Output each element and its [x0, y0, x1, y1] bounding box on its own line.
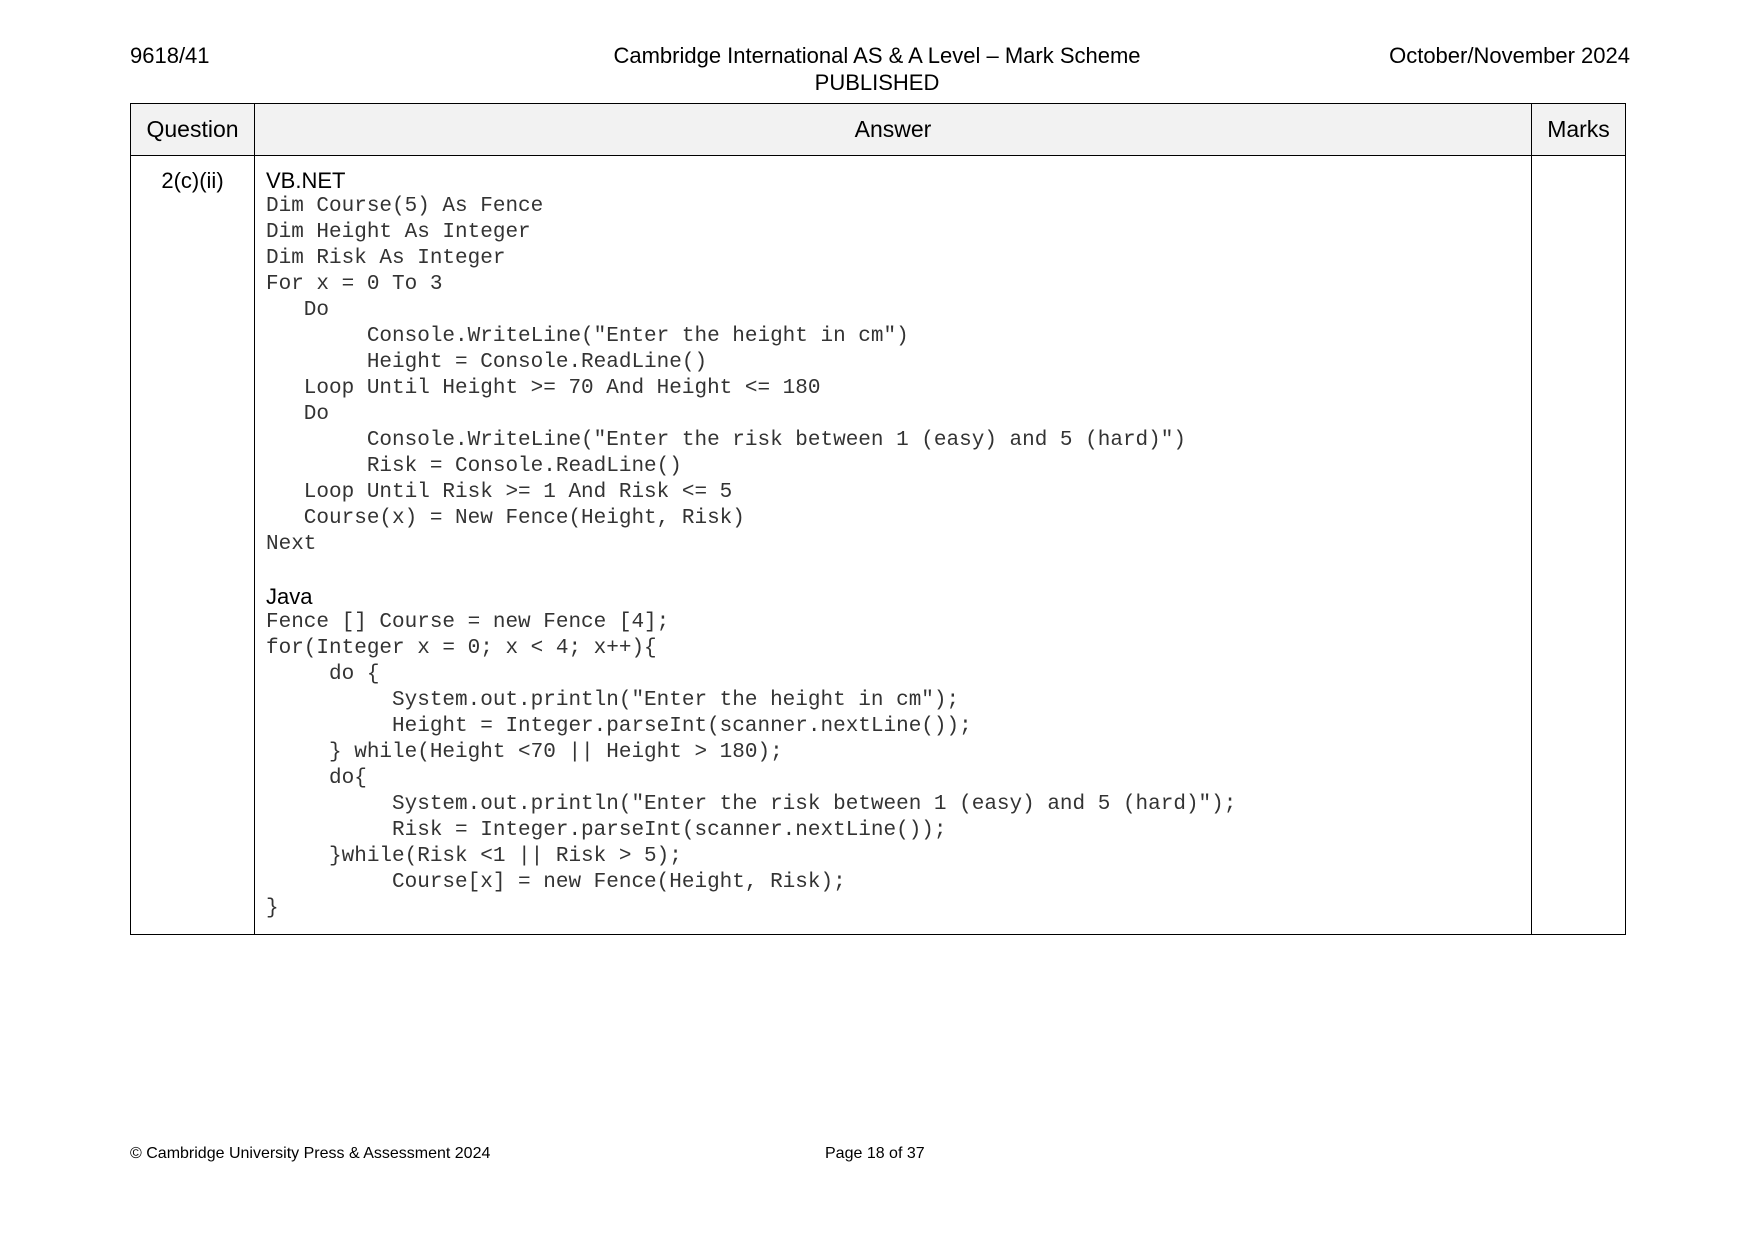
- marks-cell: [1532, 156, 1626, 935]
- java-code-line: Risk = Integer.parseInt(scanner.nextLine());: [266, 819, 947, 842]
- vbnet-code-line: Dim Risk As Integer: [266, 247, 506, 270]
- java-code-line: }while(Risk <1 || Risk > 5);: [266, 845, 682, 868]
- java-code-line: do {: [266, 663, 380, 686]
- java-code-line: for(Integer x = 0; x < 4; x++){: [266, 637, 657, 660]
- exam-session: October/November 2024: [1389, 43, 1630, 68]
- vbnet-code-line: Do: [266, 403, 330, 426]
- vbnet-code-line: Do: [266, 299, 330, 322]
- vbnet-code-line: Loop Until Risk >= 1 And Risk <= 5: [266, 481, 733, 504]
- java-code-line: Fence [] Course = new Fence [4];: [266, 611, 670, 634]
- java-code-line: do{: [266, 767, 367, 790]
- marks-column-header: Marks: [1532, 104, 1626, 156]
- java-code-line: } while(Height <70 || Height > 180);: [266, 741, 783, 764]
- vbnet-code-line: Height = Console.ReadLine(): [266, 351, 708, 374]
- question-column-header: Question: [131, 104, 255, 156]
- vbnet-code-line: Dim Course(5) As Fence: [266, 195, 544, 218]
- question-number: 2(c)(ii): [131, 156, 255, 935]
- vbnet-code-line: For x = 0 To 3: [266, 273, 443, 296]
- java-code-line: }: [266, 897, 279, 920]
- java-code-line: System.out.println("Enter the height in cm");: [266, 689, 960, 712]
- table-header-row: [131, 104, 1626, 156]
- vbnet-code-line: Risk = Console.ReadLine(): [266, 455, 682, 478]
- vbnet-code-block: [266, 194, 1521, 558]
- answer-cell: [255, 156, 1532, 935]
- vbnet-heading: VB.NET: [266, 168, 346, 193]
- published-label: PUBLISHED: [814, 70, 940, 95]
- vbnet-code-line: Dim Height As Integer: [266, 221, 531, 244]
- copyright-notice: © Cambridge University Press & Assessment 2024: [130, 1145, 491, 1162]
- vbnet-code-line: Course(x) = New Fence(Height, Risk): [266, 507, 745, 530]
- java-code-block: [266, 610, 1521, 922]
- java-heading: Java: [266, 584, 313, 609]
- vbnet-code-line: Console.WriteLine("Enter the height in cm"): [266, 325, 909, 348]
- java-code-line: System.out.println("Enter the risk between 1 (easy) and 5 (hard)");: [266, 793, 1237, 816]
- page-number: Page 18 of 37: [825, 1145, 925, 1162]
- answer-column-header: Answer: [255, 104, 1532, 156]
- table-row: [131, 156, 1626, 935]
- document-title: Cambridge International AS & A Level – Mark Scheme: [613, 43, 1141, 68]
- paper-code: 9618/41: [130, 43, 210, 68]
- vbnet-code-line: Loop Until Height >= 70 And Height <= 180: [266, 377, 821, 400]
- mark-scheme-table: [130, 103, 1626, 935]
- java-code-line: Height = Integer.parseInt(scanner.nextLine());: [266, 715, 972, 738]
- vbnet-code-line: Next: [266, 533, 317, 556]
- vbnet-code-line: Console.WriteLine("Enter the risk between 1 (easy) and 5 (hard)"): [266, 429, 1186, 452]
- java-code-line: Course[x] = new Fence(Height, Risk);: [266, 871, 846, 894]
